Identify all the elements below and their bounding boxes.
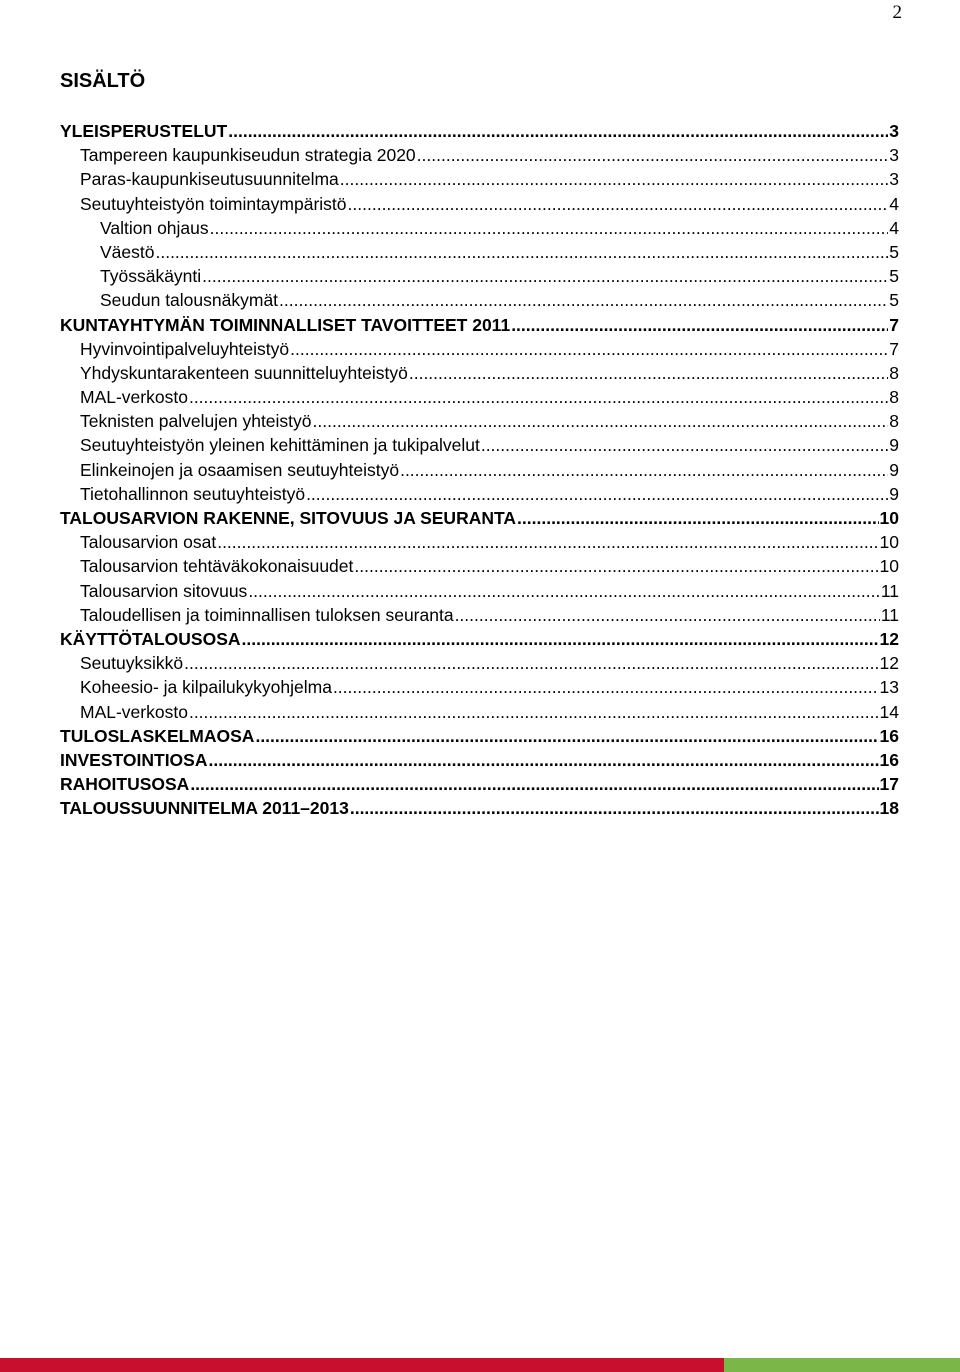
toc-entry-title: Elinkeinojen ja osaamisen seutuyhteistyö [80, 459, 400, 480]
toc-dot-leader [248, 579, 880, 603]
toc-entry-title: Paras-kaupunkiseutusuunnitelma [80, 169, 339, 190]
toc-entry-title: Talousarvion sitovuus [80, 580, 248, 601]
toc-entry-title: Hyvinvointipalveluyhteistyö [80, 338, 290, 359]
toc-entry[interactable] [60, 482, 899, 506]
toc-entry[interactable] [60, 772, 899, 796]
toc-entry-page: 13 [879, 677, 899, 698]
toc-entry-page: 17 [879, 774, 899, 795]
toc-entry-page: 5 [889, 266, 899, 287]
toc-entry[interactable] [60, 724, 899, 748]
toc-entry-page: 14 [879, 701, 899, 722]
toc-entry-page: 10 [879, 556, 899, 577]
toc-entry-page: 12 [879, 628, 899, 649]
toc-dot-leader [354, 554, 878, 578]
toc-entry[interactable] [60, 192, 899, 216]
toc-dot-leader [217, 530, 878, 554]
toc-entry-title: TALOUSARVION RAKENNE, SITOVUUS JA SEURANTA [60, 508, 517, 528]
toc-dot-leader [517, 506, 879, 530]
toc-entry-title: RAHOITUSOSA [60, 774, 190, 795]
toc-entry-title: Väestö [100, 241, 155, 262]
toc-entry-title: Taloudellisen ja toiminnallisen tuloksen seuranta [80, 604, 454, 625]
toc-entry[interactable] [60, 554, 899, 578]
toc-entry[interactable] [60, 433, 899, 457]
toc-dot-leader [340, 167, 888, 191]
toc-dot-leader [313, 409, 889, 433]
toc-entry-title: Valtion ohjaus [100, 217, 209, 238]
toc-entry-page: 11 [880, 580, 899, 601]
toc-entry-page: 8 [889, 387, 899, 408]
toc-dot-leader [481, 433, 888, 457]
toc-entry-title: KUNTAYHTYMÄN TOIMINNALLISET TAVOITTEET 2011 [60, 314, 511, 335]
toc-dot-leader [279, 288, 888, 312]
toc-entry-page: 7 [889, 338, 899, 359]
toc-dot-leader [306, 482, 888, 506]
toc-entry-page: 5 [889, 290, 899, 311]
toc-dot-leader [210, 216, 889, 240]
toc-entry[interactable] [60, 700, 899, 724]
toc-entry-page: 12 [879, 653, 899, 674]
toc-dot-leader [348, 192, 889, 216]
toc-dot-leader [417, 143, 889, 167]
toc-dot-leader [455, 603, 880, 627]
toc-dot-leader [189, 385, 888, 409]
toc-dot-leader [202, 264, 888, 288]
toc-entry-page: 3 [889, 169, 899, 190]
toc-entry-page: 16 [879, 749, 899, 770]
toc-entry[interactable] [60, 167, 899, 191]
toc-entry-title: Teknisten palvelujen yhteistyö [80, 411, 312, 432]
toc-entry-page: 11 [880, 604, 899, 625]
toc-dot-leader [208, 748, 878, 772]
toc-entry[interactable] [60, 288, 899, 312]
toc-dot-leader [190, 772, 878, 796]
toc-dot-leader [333, 675, 879, 699]
toc-entry-title: Tietohallinnon seutuyhteistyö [80, 483, 306, 504]
toc-entry[interactable] [60, 506, 899, 530]
toc-entry[interactable] [60, 143, 899, 167]
toc-entry-title: YLEISPERUSTELUT [60, 121, 228, 141]
toc-entry-page: 8 [889, 362, 899, 383]
toc-dot-leader [400, 458, 888, 482]
toc-entry[interactable] [60, 216, 899, 240]
toc-dot-leader [290, 337, 888, 361]
toc-entry-page: 10 [879, 508, 899, 528]
toc-entry[interactable] [60, 458, 899, 482]
table-of-contents [60, 119, 899, 820]
toc-entry-title: Seutuyhteistyön toimintaympäristö [80, 193, 347, 214]
toc-dot-leader [189, 700, 879, 724]
toc-entry-title: MAL-verkosto [80, 701, 188, 722]
toc-entry-title: TALOUSSUUNNITELMA 2011–2013 [60, 798, 349, 819]
toc-entry[interactable] [60, 385, 899, 409]
toc-dot-leader [255, 724, 878, 748]
toc-entry[interactable] [60, 530, 899, 554]
toc-dot-leader [228, 119, 888, 143]
toc-entry-title: Työssäkäynti [100, 266, 202, 287]
toc-entry-page: 7 [889, 314, 899, 335]
toc-entry-page: 9 [889, 459, 899, 480]
toc-entry-page: 3 [889, 121, 899, 141]
toc-entry-page: 4 [889, 217, 899, 238]
toc-entry[interactable] [60, 627, 899, 651]
footer-bar [0, 1358, 960, 1372]
toc-entry-page: 10 [879, 532, 899, 553]
toc-entry-title: INVESTOINTIOSA [60, 749, 208, 770]
toc-entry-title: Yhdyskuntarakenteen suunnitteluyhteistyö [80, 362, 408, 383]
toc-entry-page: 9 [889, 483, 899, 504]
toc-entry-title: Seudun talousnäkymät [100, 290, 279, 311]
toc-entry-page: 5 [889, 241, 899, 262]
toc-entry-title: TULOSLASKELMAOSA [60, 725, 255, 746]
toc-entry[interactable] [60, 337, 899, 361]
toc-entry[interactable] [60, 119, 899, 143]
footer-red-stripe [0, 1358, 724, 1372]
toc-dot-leader [350, 796, 879, 820]
toc-dot-leader [511, 313, 888, 337]
toc-entry-title: Seutuyhteistyön yleinen kehittäminen ja tukipalvelut [80, 435, 480, 456]
page-number: 2 [892, 2, 902, 23]
toc-entry-page: 8 [889, 411, 899, 432]
toc-entry[interactable] [60, 651, 899, 675]
toc-entry-page: 4 [889, 193, 899, 214]
toc-dot-leader [409, 361, 888, 385]
footer-green-stripe [724, 1358, 960, 1372]
toc-entry-page: 3 [889, 145, 899, 166]
toc-entry[interactable] [60, 579, 899, 603]
toc-entry[interactable] [60, 240, 899, 264]
toc-entry-title: KÄYTTÖTALOUSOSA [60, 628, 241, 649]
toc-heading: SISÄLTÖ [60, 70, 146, 92]
toc-dot-leader [155, 240, 888, 264]
toc-dot-leader [242, 627, 879, 651]
toc-entry-title: Tampereen kaupunkiseudun strategia 2020 [80, 145, 416, 166]
toc-entry[interactable] [60, 361, 899, 385]
toc-dot-leader [184, 651, 878, 675]
toc-entry-title: MAL-verkosto [80, 387, 188, 408]
toc-entry[interactable] [60, 603, 899, 627]
toc-entry[interactable] [60, 264, 899, 288]
toc-entry-page: 16 [879, 725, 899, 746]
toc-entry[interactable] [60, 313, 899, 337]
toc-entry-title: Talousarvion osat [80, 532, 217, 553]
toc-entry[interactable] [60, 796, 899, 820]
toc-entry[interactable] [60, 748, 899, 772]
toc-entry-title: Koheesio- ja kilpailukykyohjelma [80, 677, 332, 698]
toc-entry-title: Talousarvion tehtäväkokonaisuudet [80, 556, 354, 577]
toc-entry[interactable] [60, 409, 899, 433]
toc-entry-page: 9 [889, 435, 899, 456]
toc-entry-title: Seutuyksikkö [80, 653, 184, 674]
toc-entry-page: 18 [879, 798, 899, 819]
toc-entry[interactable] [60, 675, 899, 699]
